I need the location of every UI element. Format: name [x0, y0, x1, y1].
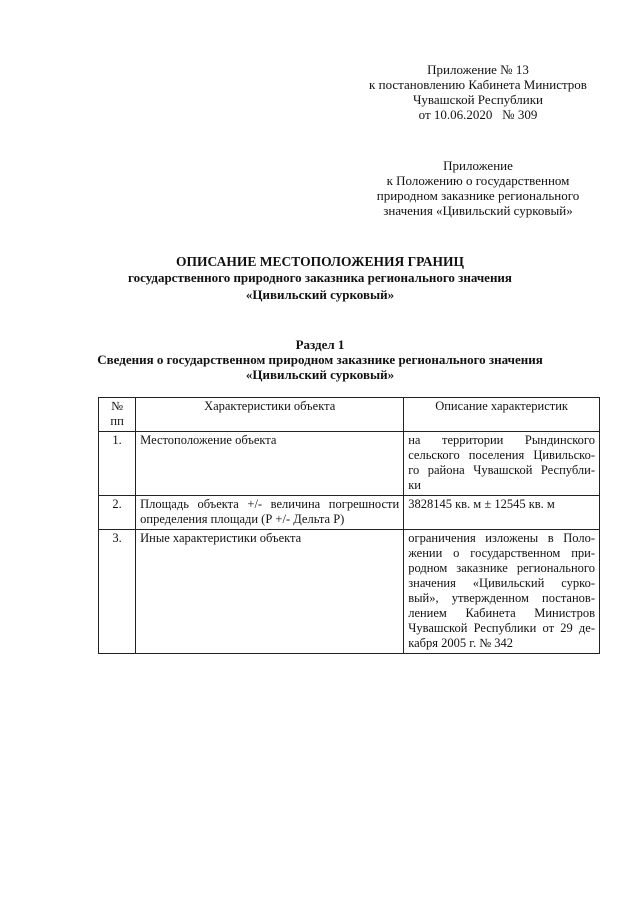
description-line: ки	[408, 478, 421, 492]
row-description	[404, 530, 600, 654]
section-title-name: «Цивильский сурковый»	[245, 367, 395, 382]
description-line: лением Кабинета Министров	[408, 606, 595, 620]
appendix-header	[360, 158, 596, 218]
characteristics-table	[98, 397, 600, 654]
table-row	[99, 530, 600, 654]
description-line: Чувашской Республики от 29 де-	[408, 621, 595, 635]
header-characteristics: Характеристики объекта	[136, 398, 404, 432]
description-line: на территории Рындинского	[408, 433, 595, 447]
characteristic-line: Иные характеристики объекта	[140, 531, 302, 545]
appendix-13-line-4: от 10.06.2020 № 309	[418, 107, 538, 122]
header-description: Описание характеристик	[404, 398, 600, 432]
description-line: сельского поселения Цивильско-	[408, 448, 595, 462]
description-line: вый», утвержденном постанов-	[408, 591, 595, 605]
section-title: Сведения о государственном природном заказнике регионального значения	[97, 352, 543, 367]
description-line: 3828145 кв. м ± 12545 кв. м	[408, 497, 555, 511]
row-description	[404, 432, 600, 496]
appendix-line-3: природном заказнике регионального	[376, 188, 580, 203]
header-number	[99, 398, 136, 432]
row-characteristic	[136, 432, 404, 496]
description-line: родном заказнике регионального	[408, 561, 595, 575]
row-characteristic	[136, 530, 404, 654]
header-number-line-1: №	[111, 399, 124, 413]
appendix-13-line-3: Чувашской Республики	[412, 92, 544, 107]
header-number-line-2: пп	[110, 414, 124, 428]
description-line: значения «Цивильский сурко-	[408, 576, 595, 590]
appendix-line-1: Приложение	[443, 158, 513, 173]
appendix-13-line-2: к постановлению Кабинета Министров	[369, 77, 587, 92]
table-row	[99, 496, 600, 530]
appendix-13-header	[360, 62, 596, 122]
document-subtitle: государственного природного заказника регионального значения	[128, 270, 512, 285]
description-line: ограничения изложены в Поло-	[408, 531, 595, 545]
row-number: 1.	[99, 432, 136, 496]
row-number: 2.	[99, 496, 136, 530]
row-description	[404, 496, 600, 530]
appendix-line-4: значения «Цивильский сурковый»	[383, 203, 573, 218]
section-heading: Раздел 1	[295, 337, 345, 352]
row-characteristic	[136, 496, 404, 530]
description-line: жении о государственном при-	[408, 546, 595, 560]
table-row	[99, 432, 600, 496]
characteristic-line: определения площади (Р +/- Дельта Р)	[140, 512, 345, 526]
document-subtitle-name: «Цивильский сурковый»	[245, 287, 395, 302]
row-number: 3.	[99, 530, 136, 654]
appendix-line-2: к Положению о государственном	[386, 173, 570, 188]
document-title: ОПИСАНИЕ МЕСТОПОЛОЖЕНИЯ ГРАНИЦ	[176, 254, 464, 269]
description-line: го района Чувашской Республи-	[408, 463, 595, 477]
appendix-13-line-1: Приложение № 13	[427, 62, 529, 77]
table-header-row	[99, 398, 600, 432]
characteristic-line: Площадь объекта +/- величина погрешности	[140, 497, 400, 511]
description-line: кабря 2005 г. № 342	[408, 636, 514, 650]
characteristic-line: Местоположение объекта	[140, 433, 277, 447]
